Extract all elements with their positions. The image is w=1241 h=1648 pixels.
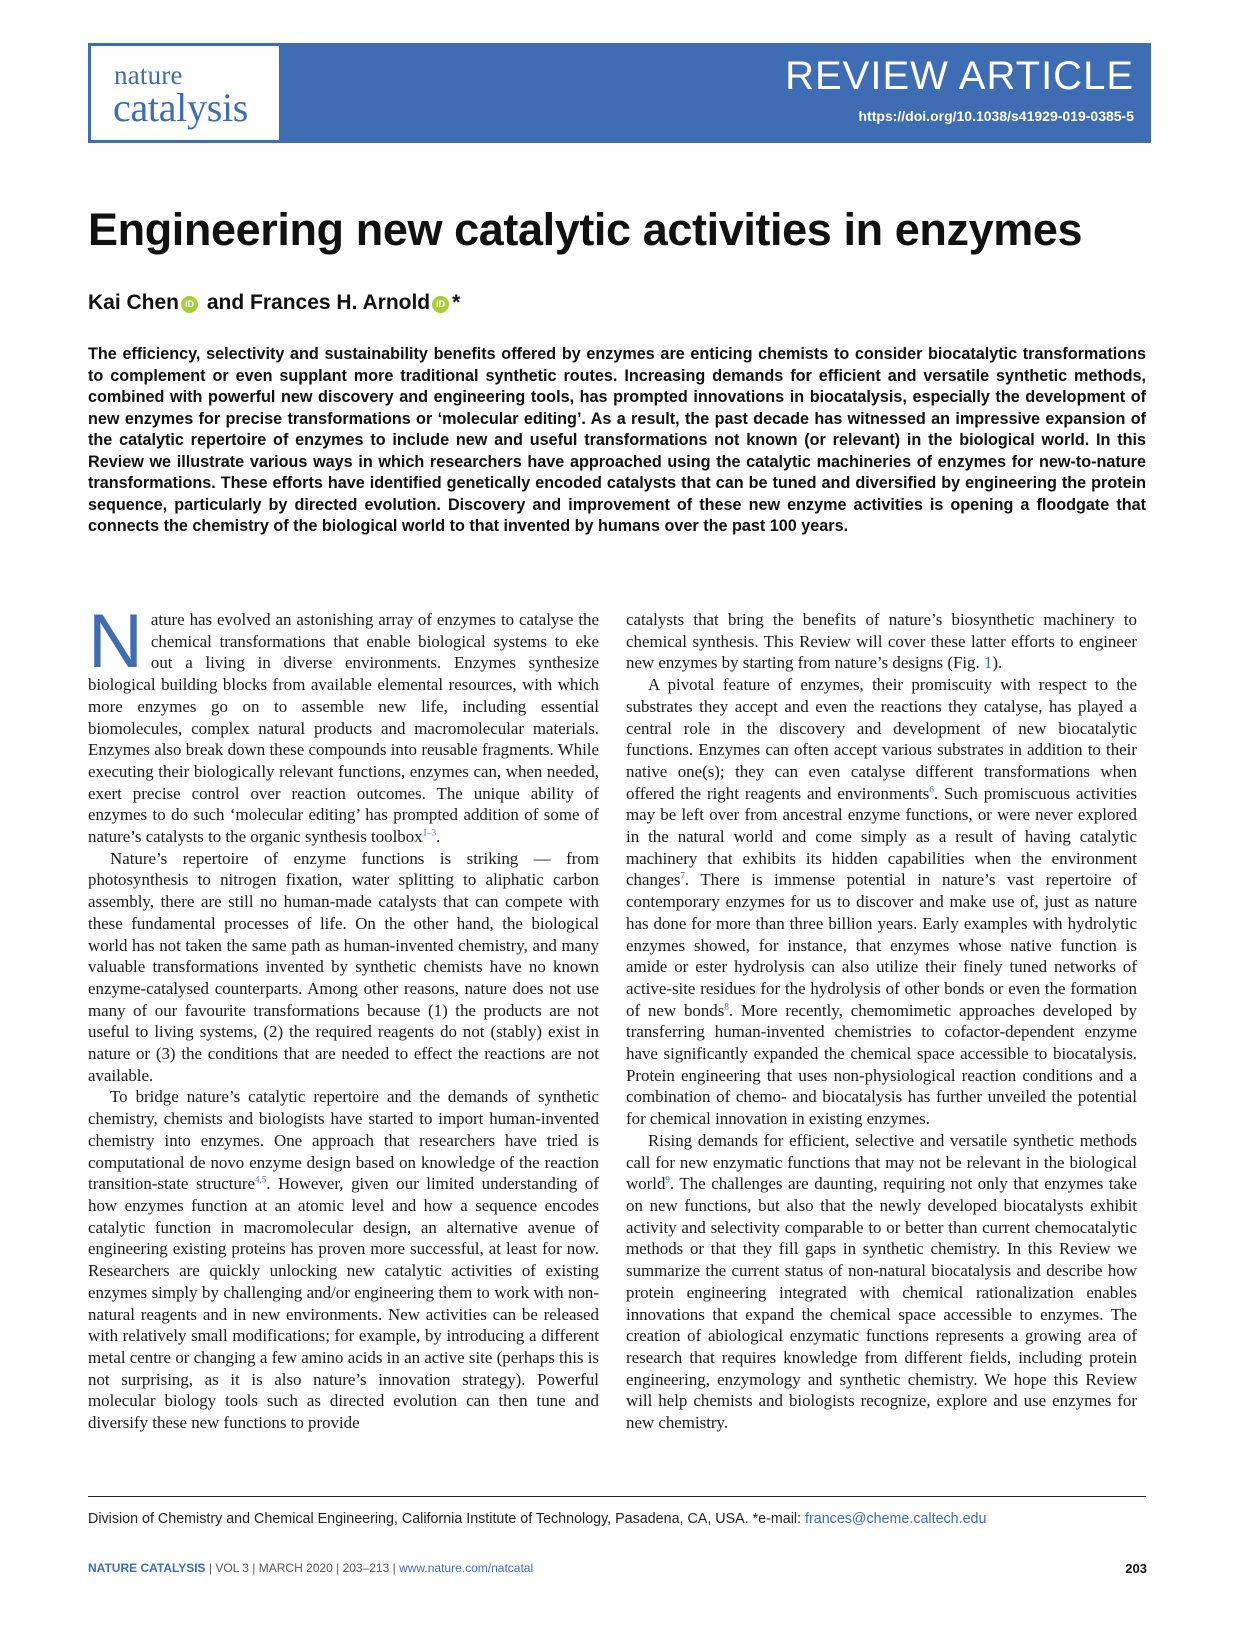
body-column-left (88, 599, 599, 1434)
body-paragraph (626, 1130, 1137, 1434)
footer-journal-url[interactable]: www.nature.com/natcatal (399, 1561, 534, 1575)
logo-catalysis-text: catalysis (113, 85, 249, 130)
reference-citation[interactable]: 4,5 (255, 1174, 267, 1185)
author-name: Kai Chen (88, 291, 180, 314)
paragraph-text: ). (992, 653, 1003, 673)
footer-divider (88, 1496, 1146, 1497)
footer-volume: VOL 3 (215, 1561, 249, 1575)
reference-citation[interactable]: 7 (680, 870, 685, 881)
footer-journal-name: NATURE CATALYSIS (88, 1561, 206, 1575)
author-connector: and (206, 291, 245, 314)
paragraph-text: . Such promiscuous activities may be left over from ancestral enzyme functions, or were never explored in the natural world and come simply as a result of having catalytic machinery that exhibits its hidden capabilities when the environment changes (626, 783, 1137, 890)
author-list (88, 291, 460, 315)
footer-pages: 203–213 (342, 1561, 390, 1575)
paragraph-text: . The challenges are daunting, requiring not only that enzymes take on new functions, but also that the newly developed biocatalysts exhibit activity and selectivity comparable to or better than current chemocatalytic methods or that they fill gaps in synthetic chemistry. In this Review we summarize the current status of non-natural biocatalysis and describe how protein engineering integrated with chemical rationalization enables innovations that expand the chemical space accessible to enzymes. The creation of abiological enzymatic functions represents a growing area of research that requires knowledge from different fields, including protein engineering, enzymology and synthetic chemistry. We hope this Review will help chemists and biologists recognize, explore and use enzymes for new chemistry. (626, 1174, 1137, 1433)
paragraph-text: To bridge nature’s catalytic repertoire and the demands of synthetic chemistry, chemists and biologists have started to import human-invented chemistry into enzymes. One approach that researchers have tried is computational de novo enzyme design based on knowledge of the reaction transition-state structure (88, 1087, 599, 1194)
footer-date: MARCH 2020 (258, 1561, 333, 1575)
body-column-right (626, 609, 1137, 1434)
paragraph-text: . However, given our limited understanding of how enzymes function at an atomic level and how a sequence encodes catalytic function in macromolecular design, an alternative avenue of engineering existing proteins has proven more successful, at least for now. Researchers are quickly unlocking new catalytic activities of existing enzymes simply by challenging and/or engineering them to work with non-natural reagents and in new environments. New activities can be released with relatively small modifications; for example, by introducing a different metal centre or changing a few amino acids in an active site (perhaps this is not surprising, as it is also nature’s innovation strategy). Powerful molecular biology tools such as directed evolution can then tune and diversify these new functions to provide (88, 1174, 599, 1433)
figure-reference-link[interactable]: 1 (983, 653, 993, 673)
article-type-label: REVIEW ARTICLE (785, 54, 1134, 98)
doi-link[interactable]: https://doi.org/10.1038/s41929-019-0385-5 (858, 108, 1134, 124)
affiliation-text: Division of Chemistry and Chemical Engineering, California Institute of Technology, Pasadena, CA, USA. *e-mail: (88, 1511, 806, 1527)
author-affiliation (88, 1511, 986, 1527)
reference-citation[interactable]: 8 (724, 1001, 729, 1012)
reference-citation[interactable]: 9 (665, 1174, 670, 1185)
footer-separator: | (205, 1561, 216, 1575)
body-paragraph (88, 1086, 599, 1433)
paragraph-text: . More recently, chemomimetic approaches developed by transferring human-invented chemistries to cofactor-dependent enzyme have significantly expanded the chemical space accessible to biocatalysis. Protein engineering that uses non-physiological reaction conditions and a combination of chemo- and biocatalysis has further unveiled the potential for chemical innovation in existing enzymes. (626, 1000, 1137, 1129)
paragraph-text: A pivotal feature of enzymes, their promiscuity with respect to the substrates they accept and even the reactions they catalyse, has played a central role in the discovery and development of new biocatalytic functions. Enzymes can often accept various substrates in addition to their native one(s); they can even catalyse different transformations when offered the right reagents and environments (626, 675, 1137, 803)
abstract: The efficiency, selectivity and sustainability benefits offered by enzymes are enticing chemists to consider biocatalytic transformations to complement or even supplant more traditional synthetic routes. Increasing demands for efficient and versatile synthetic methods, combined with powerful new discovery and engineering tools, has prompted innovations in biocatalysis, especially the development of new enzymes for precise transformations or ‘molecular editing’. As a result, the past decade has witnessed an impressive expansion of the catalytic repertoire of enzymes to include new and useful transformations not known (or relevant) in the biological world. In this Review we illustrate various ways in which researchers have approached using the catalytic machineries of enzymes for new-to-nature transformations. These efforts have identified genetically encoded catalysts that can be tuned and diversified by engineering the protein sequence, particularly by directed evolution. Discovery and improvement of these new enzyme activities is opening a floodgate that connects the chemistry of the biological world to that invented by humans over the past 100 years. (88, 345, 1146, 535)
orcid-icon[interactable]: iD (432, 296, 449, 313)
page-number: 203 (1125, 1561, 1147, 1576)
body-paragraph (88, 599, 599, 848)
reference-citation[interactable]: 6 (929, 784, 934, 794)
paragraph-text: catalysts that bring the benefits of nature’s biosynthetic machinery to chemical synthesis. This Review will cover these latter efforts to engineer new enzymes by starting from nature’s designs (Fig. (626, 610, 1137, 673)
footer-separator: | (389, 1561, 400, 1575)
paragraph-text: . (436, 827, 441, 847)
email-link[interactable]: frances@cheme.caltech.edu (805, 1511, 987, 1527)
journal-logo (91, 46, 279, 140)
author-name: Frances H. Arnold (250, 291, 431, 314)
orcid-icon[interactable]: iD (181, 296, 198, 313)
body-paragraph (626, 674, 1137, 1130)
drop-cap: N (88, 599, 143, 684)
page-footer (88, 1561, 533, 1575)
body-paragraph (626, 609, 1137, 674)
article-title: Engineering new catalytic activities in enzymes (88, 204, 1083, 255)
paragraph-text: . There is immense potential in nature’s vast repertoire of contemporary enzymes for us to discover and make use of, just as nature has done for more than three billion years. Early examples with hydrolytic enzymes showed, for instance, that enzymes whose native function is amide or ester hydrolysis can also utilize their finely tuned networks of active-site residues for the hydrolysis of other bonds or even the formation of new bonds (626, 870, 1137, 1020)
journal-header-bar (88, 43, 1151, 143)
footer-separator: | (332, 1561, 343, 1575)
body-paragraph: Nature’s repertoire of enzyme functions is striking — from photosynthesis to nitrogen fixation, water splitting to aliphatic carbon assembly, there are still no human-made catalysts that can compete with these fundamental processes of life. On the other hand, the biological world has not taken the same path as human-invented chemistry, and many valuable transformations invented by synthetic chemists have no known enzyme-catalysed counterparts. Among other reasons, nature does not use many of our favourite transformations because (1) the products are not useful to living systems, (2) the required reagents do not (stably) exist in nature or (3) the conditions that are needed to effect the reactions are not available. (88, 848, 599, 1085)
logo-nature-text: nature (114, 60, 183, 90)
paragraph-text: ature has evolved an astonishing array of enzymes to catalyse the chemical transformations that enable biological systems to eke out a living in diverse environments. Enzymes synthesize biological building blocks from available elemental resources, with which more enzymes go on to assemble new life, including essential biomolecules, complex natural products and macromolecular materials. Enzymes also break down these compounds into reusable fragments. While executing their biologically relevant functions, enzymes can, when needed, exert precise control over reaction outcomes. The unique ability of enzymes to do such ‘molecular editing’ has prompted addition of some of nature’s catalysts to the organic synthesis toolbox (88, 610, 599, 847)
paragraph-text: Rising demands for efficient, selective and versatile synthetic methods call for new enzymatic functions that may not be relevant in the biological world (626, 1130, 1137, 1194)
reference-citation[interactable]: 1–3 (422, 827, 437, 838)
footer-separator: | (248, 1561, 259, 1575)
corresponding-author-mark: * (452, 291, 461, 314)
